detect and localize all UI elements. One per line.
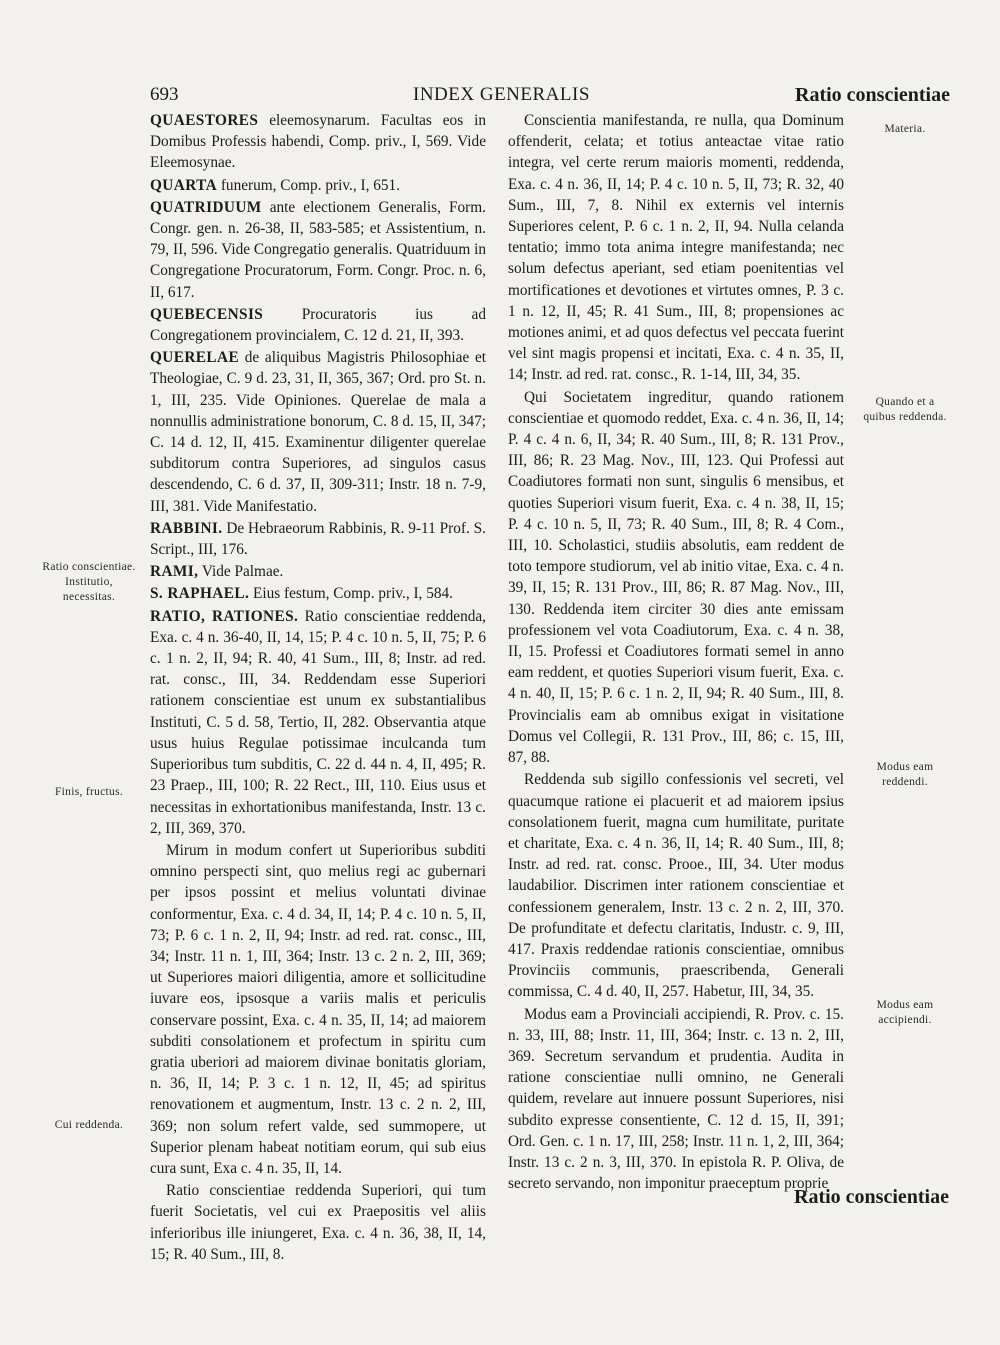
entry-text: de aliquibus Magistris Philosophiae et Theologiae, C. 9 d. 23, 31, II, 365, 367; Ord. pro St. n. 1, III, 235. Vide Opiniones. Querelae de mala a nonnullis administratione bonorum, C. 8 d. 15, II, 347; C. 14 d. 12, II, 415. Examinentur diligenter querelae subditorum contra Superiores, ad singulos casus descendendo, C. 6 d. 37, II, 309-311; Instr. 18 n. 7-9, III, 381. Vide Manifestatio. bbox=[150, 349, 486, 515]
page-number: 693 bbox=[150, 84, 179, 105]
side-note-modus-accipiendi: Modus eam accipiendi. bbox=[876, 999, 934, 1026]
left-column bbox=[150, 110, 486, 1265]
entry-text: Eius festum, Comp. priv., I, 584. bbox=[249, 585, 453, 603]
paragraph-text: Qui Societatem ingreditur, quando rationem conscientiae et quomodo reddet, Exa. c. 4 n. 36, II, 14; P. 4 c. 4 n. 6, II, 34; R. 40 Sum., III, 8; R. 131 Prov., III, 86; R. 23 Mag. Nov., III, 123. Qui Professi aut Coadiutores formati non sunt, singulis 6 mensibus, et quoties Superiori visum fuerit, Exa. c. 4 n. 38, II, 15; P. 4 c. 10 n. 5, II, 73; R. 40 Sum., III, 8; R. 4 Com., III, 10. Scholastici, studiis absolutis, eam reddent de toto tempore studiorum, vel ab initio vitae, Exa. c. 4 n. 39, II, 15; R. 131 Prov., III, 86; R. 87 Mag. Nov., III, 130. Reddenda item circiter 30 dies ante emissam professionem vel vota Coadiutorum, Exa. c. 4 n. 38, II, 15. Professi et Coadiutores formati semel in anno eam reddent, et quoties Superiori visum fuerit, Exa. c. 4 n. 40, II, 15; P. 6 c. 1 n. 2, II, 94; R. 40 Sum., III, 8. Provincialis eam ab omnibus exigat in visitatione Domus vel Collegii, R. 131 Prov., III, 86; c. 15, III, 87, 88. bbox=[508, 388, 844, 767]
side-note-ratio: Ratio conscientiae. Institutio, necessitas. bbox=[42, 561, 136, 603]
side-note-modus-reddendi: Modus eam reddendi. bbox=[876, 761, 934, 788]
side-note-cui: Cui reddenda. bbox=[54, 1119, 124, 1131]
entry-text: Ratio conscientiae reddenda, Exa. c. 4 n. 36-40, II, 14, 15; P. 4 c. 10 n. 5, II, 75; P. 6 c. 1 n. 2, II, 94; R. 40, 41 Sum., III, 8; Instr. ad red. rat. consc., III, 34. Reddendam esse Superiori rationem conscientiae est unum ex substantialibus Instituti, C. 5 d. 58, Tertio, II, 282. Observantia atque usus huius Regulae potissimae inculcanda tum Superioribus tum subditis, C. 22 d. 44 n. 4, II, 495; R. 23 Praep., III, 100; R. 22 Rect., III, 110. Eius usus et necessitas in exhortationibus manifestanda, Instr. 13 c. 2, III, 369, 370. bbox=[150, 607, 486, 837]
index-paragraph bbox=[508, 110, 844, 386]
entry-text: eleemosynarum. Facultas eos in Domibus Professis habendi, Comp. priv., I, 569. Vide Eleemosynae. bbox=[150, 112, 486, 172]
paragraph-text: Modus eam a Provinciali accipiendi, R. Prov. c. 15. n. 33, III, 88; Instr. 11, III, 364; Instr. c. 13 n. 2, III, 369. Secretum servandum et prudentia. Audita in ratione conscientiae nulli omnino, ne Generali quidem, revelare aut innuere possunt Superiores, nisi subdito expresse consentiente, C. 12 d. 15, II, 391; Ord. Gen. c. 1 n. 17, III, 258; Instr. 11 n. 1, 2, III, 364; Instr. 13 c. 2 n. 3, III, 370. In epistola R. P. Oliva, de secreto servando, non imponitur praeceptum proprie bbox=[508, 1005, 844, 1193]
paragraph-text: Reddenda sub sigillo confessionis vel secreti, vel quacumque ratione ei placuerit et ad maiorem ipsius consolationem fuerit, magna cum humilitate, puritate et charitate, Exa. c. 4 n. 36, II, 14; R. 40 Sum., III, 8; Instr. ad red. rat. consc. Prooe., III, 34. Uter modus laudabilior. Discrimen inter rationem conscientiae et confessionem generalem, Instr. 13 c. 2 n. 2, III, 370. De profunditate et defectu claritatis, Industr. c. 9, III, 417. Praxis reddendae rationis conscientiae, omnibus Provinciis communis, praescribenda, Generali commissa, C. 4 d. 40, II, 257. Habetur, III, 34, 35. bbox=[508, 771, 844, 1001]
index-paragraph bbox=[150, 840, 486, 1179]
entry-text: funerum, Comp. priv., I, 651. bbox=[217, 176, 400, 194]
index-entry bbox=[150, 347, 486, 517]
footer-catchword: Ratio conscientiae bbox=[794, 1186, 949, 1208]
entry-lemma: QUAESTORES bbox=[150, 112, 259, 129]
header-catchword: Ratio conscientiae bbox=[795, 84, 950, 106]
running-title: INDEX GENERALIS bbox=[413, 84, 590, 105]
entry-lemma: RATIO, RATIONES. bbox=[150, 607, 299, 625]
entry-text: Procuratoris ius ad Congregationem provincialem, C. 12 d. 21, II, 393. bbox=[150, 305, 486, 345]
entry-text: De Hebraeorum Rabbinis, R. 9-11 Prof. S. Script., III, 176. bbox=[150, 519, 486, 559]
index-paragraph bbox=[508, 387, 844, 769]
entry-lemma: RAMI, bbox=[150, 563, 199, 581]
paragraph-text: Ratio conscientiae reddenda Superiori, qui tum fuerit Societatis, vel cui ex Praepositis vel aliis inferioribus ille iniungeret, Exa. c. 4 n. 36, 38, II, 14, 15; R. 40 Sum., III, 8. bbox=[150, 1182, 486, 1263]
paragraph-text: Conscientia manifestanda, re nulla, qua Dominum offenderit, celata; et totius anteactae vitae ratio integra, vel certe rerum maioris momenti, reddenda, Exa. c. 4 n. 36, II, 14; P. 4 c. 10 n. 5, II, 73; R. 32, 40 Sum., III, 7, 8. Nihil ex externis vel internis Superiores celent, P. 6 c. 1 n. 2, II, 94. Nulla celanda tentatio; immo tota anima integre manifestanda; nec solum defectus aperiant, sed etiam poenitentias vel mortificationes et devotiones et virtutes omnes, P. 3 c. 1 n. 12, II, 45; R. 41 Sum., III, 8; propensiones ac motiones animi, et ad quos defectus vel peccata fuerint vel sint magis propensi et incitati, Exa. c. 4 n. 35, II, 14; Instr. ad red. rat. consc., R. 1-14, III, 34, 35. bbox=[508, 112, 844, 384]
index-entry bbox=[150, 518, 486, 560]
side-note-quando: Quando et a quibus reddenda. bbox=[863, 396, 947, 423]
entry-lemma: QUEBECENSIS bbox=[150, 305, 264, 323]
index-entry bbox=[150, 197, 486, 303]
index-entry bbox=[150, 583, 486, 604]
index-entry bbox=[150, 606, 486, 839]
index-paragraph bbox=[508, 769, 844, 1002]
page-header bbox=[150, 84, 950, 112]
entry-text: ante electionem Generalis, Form. Congr. gen. n. 26-38, II, 583-585; et Assistentium, n. 79, II, 596. Vide Congregatio generalis. Quatriduum in Congregatione Procuratorum, Form. Congr. Proc. n. 6, II, 617. bbox=[150, 198, 486, 301]
index-paragraph bbox=[150, 1180, 486, 1265]
index-entry bbox=[150, 304, 486, 346]
index-entry bbox=[150, 561, 486, 582]
index-paragraph bbox=[508, 1004, 844, 1195]
paragraph-text: Mirum in modum confert ut Superioribus subditi omnino perspecti sint, quo melius regi ac gubernari per ipsos possint et melius voluntati divinae conformentur, Exa. c. 4 d. 34, II, 14; P. 4 c. 10 n. 5, II, 73; P. 6 c. 1 n. 2, II, 94; Instr. ad red. rat. consc., III, 34; Instr. 11 n. 1, III, 364; Instr. 13 c. 2 n. 2, III, 369; ut Superiores maiori diligentia, amore et sollicitudine iuvare eos, ipsosque a variis malis et periculis conservare possint, Exa. c. 4 n. 35, II, 14; ad maiorem subditi consolationem et profectum in spiritu cum gratia uberiori ad maiorem divinae bonitatis gloriam, n. 36, II, 14; P. 3 c. 1 n. 12, II, 45; ad spiritus renovationem et augmentum, Instr. 13 c. 2 n. 2, III, 369; non solum refert valde, sed summopere, ut Superior plenam habeat notitiam eorum, qui sub eius cura sunt, Exa c. 4 n. 35, II, 14. bbox=[150, 841, 486, 1177]
side-note-materia: Materia. bbox=[884, 123, 926, 135]
right-column bbox=[508, 110, 844, 1194]
entry-lemma: S. RAPHAEL. bbox=[150, 585, 250, 603]
entry-lemma: QUATRIDUUM bbox=[150, 198, 262, 216]
side-note-finis: Finis, fructus. bbox=[54, 786, 124, 798]
index-entry bbox=[150, 175, 486, 196]
index-entry bbox=[150, 110, 486, 174]
entry-lemma: RABBINI. bbox=[150, 519, 223, 537]
entry-lemma: QUERELAE bbox=[150, 349, 240, 367]
entry-text: Vide Palmae. bbox=[198, 563, 284, 581]
entry-lemma: QUARTA bbox=[150, 176, 218, 194]
